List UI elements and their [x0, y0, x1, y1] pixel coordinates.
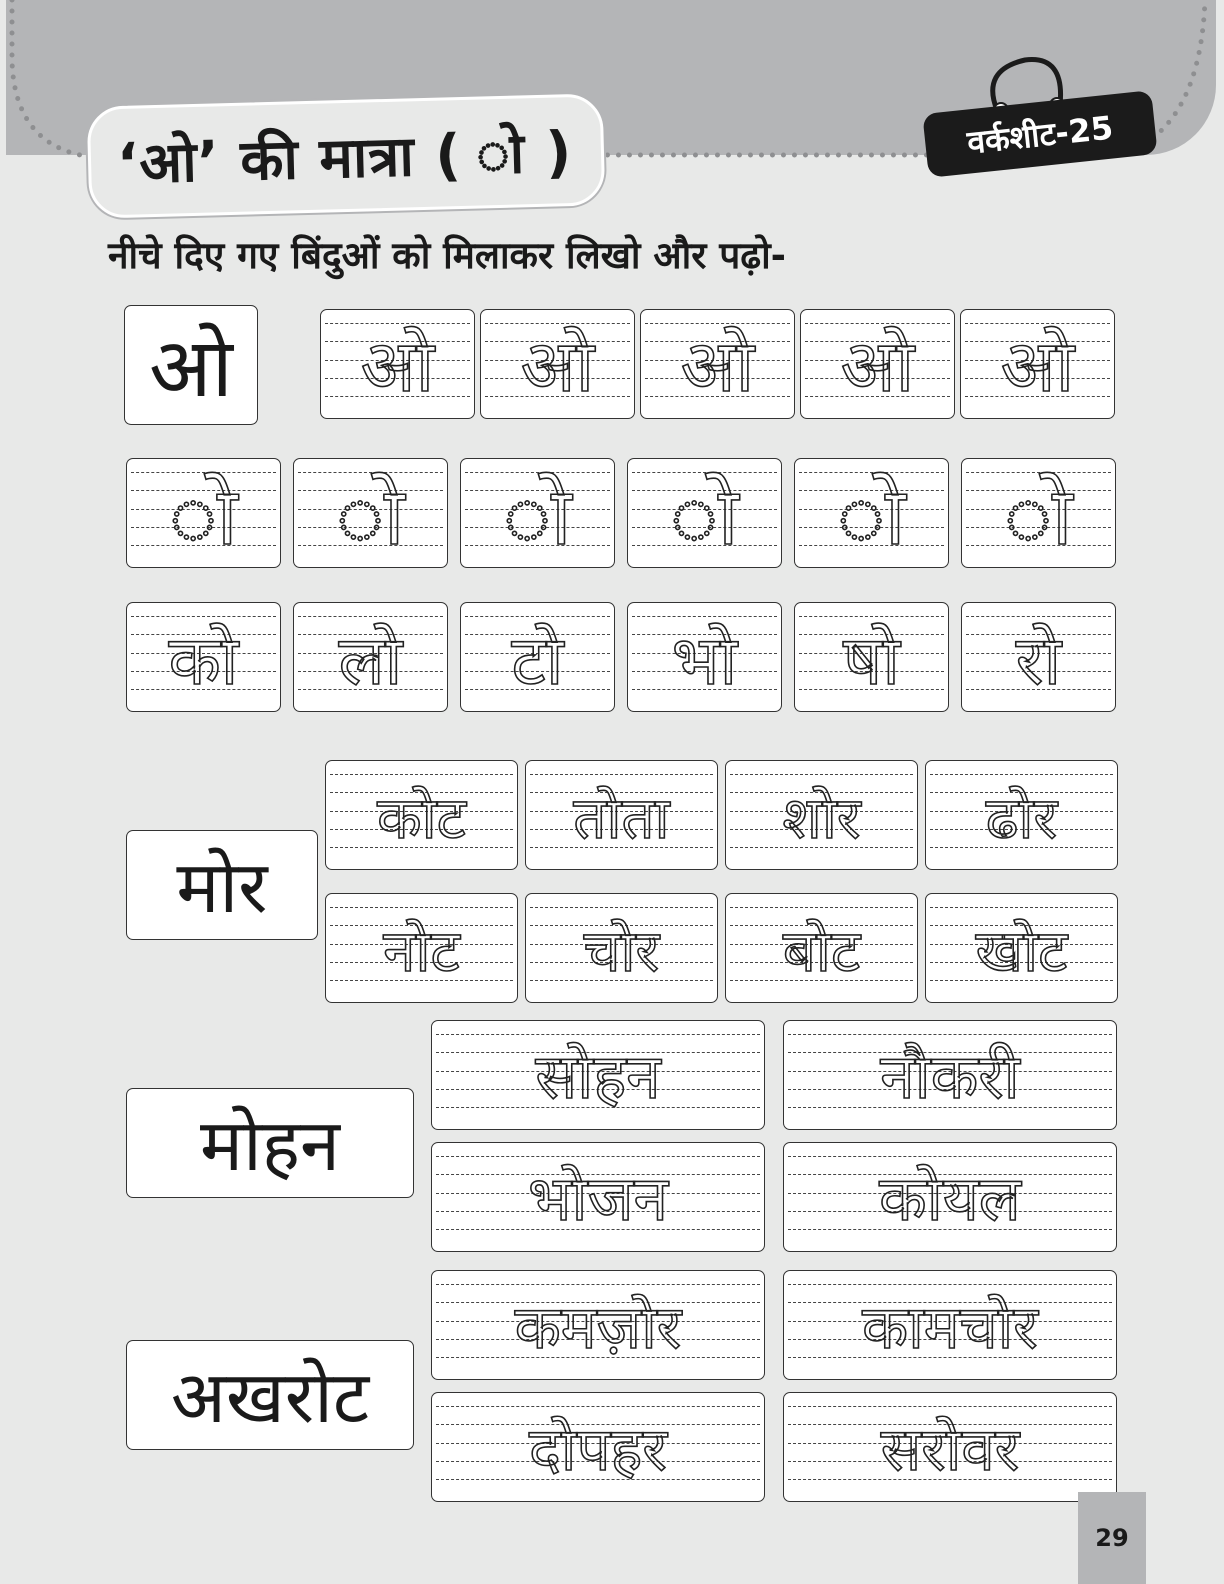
trace-text: ओ: [1000, 324, 1075, 408]
trace-box[interactable]: [480, 309, 635, 419]
worksheet-title: ‘ओ’ की मात्रा ( ो ): [116, 120, 574, 197]
trace-box[interactable]: [460, 602, 615, 712]
trace-text: टो: [511, 621, 564, 701]
trace-box[interactable]: [783, 1392, 1117, 1502]
trace-box[interactable]: [525, 760, 718, 870]
trace-text: सोहन: [535, 1040, 661, 1113]
trace-box[interactable]: [627, 602, 782, 712]
trace-box[interactable]: [725, 893, 918, 1003]
trace-text: षो: [843, 621, 900, 701]
trace-text: ओ: [360, 324, 435, 408]
key-word-box: [126, 1088, 414, 1198]
worksheet-badge: [925, 50, 1165, 190]
trace-text: रो: [1015, 621, 1062, 701]
trace-text: भो: [671, 621, 738, 701]
trace-text: सरोवर: [880, 1415, 1020, 1485]
trace-text: कोट: [377, 783, 466, 852]
trace-box[interactable]: [460, 458, 615, 568]
trace-text: ओ: [680, 324, 755, 408]
trace-text: ो: [670, 469, 739, 563]
key-word: मोहन: [200, 1103, 340, 1187]
key-word-box: [126, 1340, 414, 1450]
trace-box[interactable]: [783, 1020, 1117, 1130]
page-number: 29: [1078, 1492, 1146, 1584]
trace-text: खोट: [975, 916, 1068, 985]
trace-box[interactable]: [525, 893, 718, 1003]
trace-text: लो: [338, 621, 403, 701]
trace-text: भोजन: [527, 1162, 669, 1235]
trace-text: कमज़ोर: [514, 1293, 682, 1363]
trace-text: बोट: [782, 916, 861, 985]
key-word-box: [126, 830, 318, 940]
trace-text: नोट: [383, 916, 460, 985]
instruction-text: नीचे दिए गए बिंदुओं को मिलाकर लिखो और पढ़ो-: [108, 234, 787, 277]
trace-box[interactable]: [800, 309, 955, 419]
trace-text: ओ: [840, 324, 915, 408]
trace-box[interactable]: [320, 309, 475, 419]
trace-text: नौकरी: [880, 1040, 1020, 1113]
trace-text: ो: [1004, 469, 1073, 563]
trace-box[interactable]: [431, 1142, 765, 1252]
trace-text: ो: [837, 469, 906, 563]
trace-text: कामचोर: [862, 1293, 1038, 1363]
trace-box[interactable]: [961, 602, 1116, 712]
trace-text: ो: [169, 469, 238, 563]
worksheet-title-box: [87, 93, 606, 218]
trace-box[interactable]: [126, 458, 281, 568]
trace-text: ढोर: [985, 783, 1058, 852]
trace-box[interactable]: [925, 760, 1118, 870]
trace-box[interactable]: [640, 309, 795, 419]
trace-box[interactable]: [627, 458, 782, 568]
trace-box[interactable]: [431, 1270, 765, 1380]
trace-box[interactable]: [431, 1392, 765, 1502]
trace-box[interactable]: [725, 760, 918, 870]
trace-text: तोता: [573, 783, 670, 852]
trace-box[interactable]: [431, 1020, 765, 1130]
trace-text: ो: [503, 469, 572, 563]
trace-text: कोयल: [879, 1162, 1021, 1235]
trace-text: चोर: [583, 916, 660, 985]
key-letter: ओ: [149, 321, 233, 416]
trace-box[interactable]: [293, 602, 448, 712]
trace-box[interactable]: [794, 458, 949, 568]
trace-box[interactable]: [783, 1270, 1117, 1380]
trace-box[interactable]: [293, 458, 448, 568]
key-letter-box: [124, 305, 258, 425]
trace-box[interactable]: [961, 458, 1116, 568]
trace-box[interactable]: [325, 760, 518, 870]
trace-text: दोपहर: [529, 1415, 667, 1485]
trace-text: ओ: [520, 324, 595, 408]
trace-text: को: [168, 621, 239, 701]
worksheet-number-badge: वर्कशीट-25: [922, 90, 1157, 178]
trace-box[interactable]: [925, 893, 1118, 1003]
trace-text: ो: [336, 469, 405, 563]
trace-box[interactable]: [960, 309, 1115, 419]
trace-text: शोर: [782, 783, 861, 852]
trace-box[interactable]: [126, 602, 281, 712]
trace-box[interactable]: [325, 893, 518, 1003]
key-word: अखरोट: [170, 1355, 370, 1439]
trace-box[interactable]: [794, 602, 949, 712]
key-word: मोर: [176, 845, 268, 929]
trace-box[interactable]: [783, 1142, 1117, 1252]
